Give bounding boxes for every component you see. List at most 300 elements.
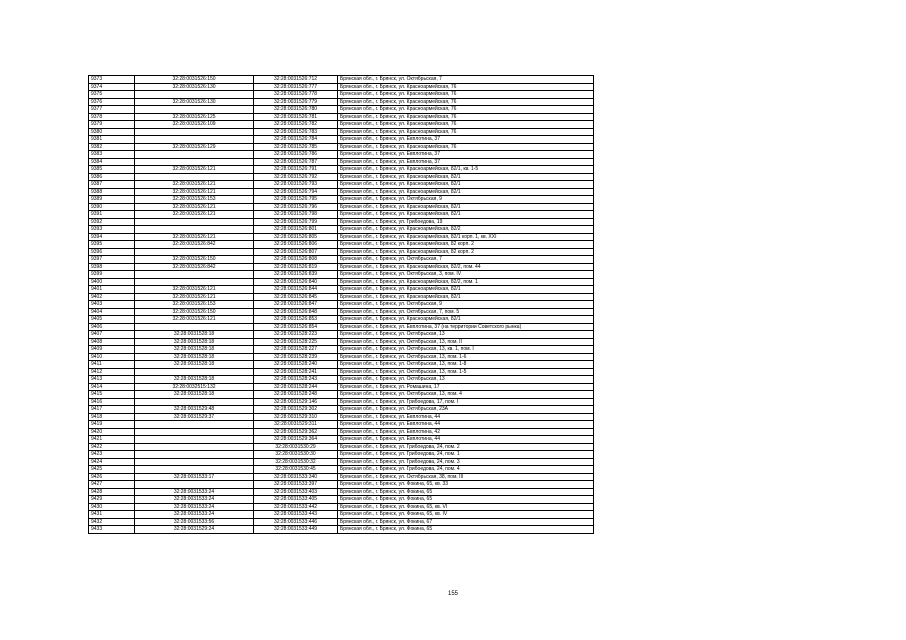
address-cell: Брянская обл., г. Брянск, ул. Евплотина, 44 xyxy=(338,421,594,429)
parcel-number-cell: 32:28:0031528:18 xyxy=(135,361,254,369)
row-number-cell: 9384 xyxy=(89,158,135,166)
address-cell: Брянская обл., г. Брянск, ул. Евплотина, 44 xyxy=(338,413,594,421)
parcel-number-cell xyxy=(135,128,254,136)
parcel-number-cell: 32:28:0031526:842 xyxy=(135,241,254,249)
object-number-cell: 32:28:0031526:853 xyxy=(254,316,338,324)
address-cell: Брянская обл., г. Брянск, ул. Октябрьская, 7 xyxy=(338,76,594,84)
table-row xyxy=(89,286,594,294)
parcel-number-cell: 32:28:0031533:24 xyxy=(135,511,254,519)
row-number-cell: 9426 xyxy=(89,473,135,481)
object-number-cell: 32:28:0031529:362 xyxy=(254,428,338,436)
table-row xyxy=(89,173,594,181)
address-cell: Брянская обл., г. Брянск, ул. Красноармейская, 76 xyxy=(338,98,594,106)
table-row xyxy=(89,503,594,511)
address-cell: Брянская обл., г. Брянск, ул. Красноармейская, 76 xyxy=(338,83,594,91)
table-row xyxy=(89,323,594,331)
parcel-number-cell xyxy=(135,466,254,474)
row-number-cell: 9377 xyxy=(89,106,135,114)
registry-table xyxy=(88,75,594,534)
row-number-cell: 9410 xyxy=(89,353,135,361)
address-cell: Брянская обл., г. Брянск, ул. Фокина, 67 xyxy=(338,518,594,526)
parcel-number-cell: 32:28:0031526:121 xyxy=(135,181,254,189)
parcel-number-cell xyxy=(135,278,254,286)
parcel-number-cell: 32:28:0031526:121 xyxy=(135,188,254,196)
parcel-number-cell: 32:28:0031533:17 xyxy=(135,473,254,481)
object-number-cell: 32:28:0031533:340 xyxy=(254,473,338,481)
address-cell: Брянская обл., г. Брянск, ул. Красноармейская, 82/1, кв. 1-5 xyxy=(338,166,594,174)
parcel-number-cell: 32:28:0031526:125 xyxy=(135,113,254,121)
address-cell: Брянская обл., г. Брянск, ул. Октябрьская, 7, пом. 5 xyxy=(338,308,594,316)
table-row xyxy=(89,256,594,264)
row-number-cell: 9423 xyxy=(89,451,135,459)
parcel-number-cell: 32:28:0031533:24 xyxy=(135,488,254,496)
parcel-number-cell xyxy=(135,173,254,181)
address-cell: Брянская обл., г. Брянск, ул. Красноармейская, 82 корп. 2 xyxy=(338,248,594,256)
table-row xyxy=(89,271,594,279)
object-number-cell: 32:28:0031526:798 xyxy=(254,211,338,219)
address-cell: Брянская обл., г. Брянск, ул. Октябрьская, 3, пом. IV xyxy=(338,271,594,279)
address-cell: Брянская обл., г. Брянск, ул. Октябрьская, 13, кв. 1, пом. I xyxy=(338,346,594,354)
row-number-cell: 9378 xyxy=(89,113,135,121)
address-cell: Брянская обл., г. Брянск, ул. Евплотина, 37 xyxy=(338,151,594,159)
address-cell: Брянская обл., г. Брянск, ул. Октябрьская, 13, пом. 1-8 xyxy=(338,361,594,369)
table-row xyxy=(89,511,594,519)
table-row xyxy=(89,248,594,256)
table-row xyxy=(89,361,594,369)
parcel-number-cell: 32:28:0032515:132 xyxy=(135,383,254,391)
row-number-cell: 9382 xyxy=(89,143,135,151)
parcel-number-cell xyxy=(135,218,254,226)
object-number-cell: 32:28:0031526:844 xyxy=(254,286,338,294)
table-row xyxy=(89,451,594,459)
parcel-number-cell: 32:28:0031526:130 xyxy=(135,83,254,91)
row-number-cell: 9427 xyxy=(89,481,135,489)
table-row xyxy=(89,151,594,159)
object-number-cell: 32:28:0031526:781 xyxy=(254,113,338,121)
parcel-number-cell xyxy=(135,151,254,159)
parcel-number-cell: 32:28:0031529:37 xyxy=(135,413,254,421)
parcel-number-cell: 32:28:0031528:18 xyxy=(135,331,254,339)
table-row xyxy=(89,331,594,339)
table-row xyxy=(89,473,594,481)
address-cell: Брянская обл., г. Брянск, ул. Евплотина, 37 xyxy=(338,158,594,166)
object-number-cell: 32:28:0031529:311 xyxy=(254,421,338,429)
parcel-number-cell: 32:28:0031526:150 xyxy=(135,308,254,316)
object-number-cell: 32:28:0031526:839 xyxy=(254,271,338,279)
parcel-number-cell: 32:28:0031529:24 xyxy=(135,526,254,534)
object-number-cell: 32:28:0031533:442 xyxy=(254,503,338,511)
address-cell: Брянская обл., г. Брянск, ул. Красноармейская, 82/1 xyxy=(338,316,594,324)
object-number-cell: 32:28:0031526:793 xyxy=(254,181,338,189)
row-number-cell: 9411 xyxy=(89,361,135,369)
parcel-number-cell: 32:28:0031533:24 xyxy=(135,496,254,504)
object-number-cell: 32:28:0031526:845 xyxy=(254,293,338,301)
address-cell: Брянская обл., г. Брянск, ул. Красноармейская, 82/1 xyxy=(338,203,594,211)
parcel-number-cell: 32:28:0031526:109 xyxy=(135,121,254,129)
address-cell: Брянская обл., г. Брянск, ул. Октябрьская, 7 xyxy=(338,256,594,264)
row-number-cell: 9391 xyxy=(89,211,135,219)
object-number-cell: 32:28:0031530:29 xyxy=(254,443,338,451)
row-number-cell: 9404 xyxy=(89,308,135,316)
table-row xyxy=(89,368,594,376)
object-number-cell: 32:28:0031526:854 xyxy=(254,323,338,331)
parcel-number-cell: 32:28:0031526:130 xyxy=(135,98,254,106)
row-number-cell: 9412 xyxy=(89,368,135,376)
parcel-number-cell: 32:28:0031526:121 xyxy=(135,203,254,211)
object-number-cell: 32:28:0031526:801 xyxy=(254,226,338,234)
object-number-cell: 32:28:0031526:847 xyxy=(254,301,338,309)
table-row xyxy=(89,203,594,211)
address-cell: Брянская обл., г. Брянск, ул. Красноармейская, 76 xyxy=(338,91,594,99)
address-cell: Брянская обл., г. Брянск, ул. Октябрьская, 13, пом. 4 xyxy=(338,391,594,399)
row-number-cell: 9387 xyxy=(89,181,135,189)
object-number-cell: 32:28:0031529:302 xyxy=(254,406,338,414)
parcel-number-cell: 32:28:0031528:18 xyxy=(135,353,254,361)
object-number-cell: 32:28:0031529:146 xyxy=(254,398,338,406)
object-number-cell: 32:28:0031526:795 xyxy=(254,196,338,204)
address-cell: Брянская обл., г. Брянск, ул. Фокина, 65, кв. 33 xyxy=(338,481,594,489)
object-number-cell: 32:28:0031533:446 xyxy=(254,518,338,526)
parcel-number-cell xyxy=(135,248,254,256)
row-number-cell: 9430 xyxy=(89,503,135,511)
row-number-cell: 9402 xyxy=(89,293,135,301)
parcel-number-cell xyxy=(135,158,254,166)
address-cell: Брянская обл., г. Брянск, ул. Евплотина, 37 (на территории Советского рынка) xyxy=(338,323,594,331)
object-number-cell: 32:28:0031526:777 xyxy=(254,83,338,91)
address-cell: Брянская обл., г. Брянск, ул. Октябрьская, 9 xyxy=(338,301,594,309)
address-cell: Брянская обл., г. Брянск, ул. Ромашина, 17 xyxy=(338,383,594,391)
row-number-cell: 9374 xyxy=(89,83,135,91)
parcel-number-cell: 32:28:0031526:121 xyxy=(135,166,254,174)
address-cell: Брянская обл., г. Брянск, ул. Красноармейская, 76 xyxy=(338,121,594,129)
object-number-cell: 32:28:0031528:239 xyxy=(254,353,338,361)
table-row xyxy=(89,481,594,489)
address-cell: Брянская обл., г. Брянск, ул. Красноармейская, 76 xyxy=(338,128,594,136)
object-number-cell: 32:28:0031526:785 xyxy=(254,143,338,151)
table-row xyxy=(89,233,594,241)
row-number-cell: 9406 xyxy=(89,323,135,331)
address-cell: Брянская обл., г. Брянск, ул. Грибоедова, 24, пом. 3 xyxy=(338,458,594,466)
object-number-cell: 32:28:0031526:807 xyxy=(254,248,338,256)
registry-table-body xyxy=(89,76,594,534)
object-number-cell: 32:28:0031533:405 xyxy=(254,496,338,504)
table-row xyxy=(89,121,594,129)
row-number-cell: 9432 xyxy=(89,518,135,526)
parcel-number-cell xyxy=(135,481,254,489)
table-row xyxy=(89,346,594,354)
parcel-number-cell: 32:28:0031526:153 xyxy=(135,196,254,204)
table-row xyxy=(89,383,594,391)
row-number-cell: 9386 xyxy=(89,173,135,181)
row-number-cell: 9373 xyxy=(89,76,135,84)
row-number-cell: 9416 xyxy=(89,398,135,406)
object-number-cell: 32:28:0031526:799 xyxy=(254,218,338,226)
table-row xyxy=(89,496,594,504)
object-number-cell: 32:28:0031529:310 xyxy=(254,413,338,421)
object-number-cell: 32:28:0031526:780 xyxy=(254,106,338,114)
parcel-number-cell xyxy=(135,436,254,444)
object-number-cell: 32:28:0031526:806 xyxy=(254,241,338,249)
row-number-cell: 9390 xyxy=(89,203,135,211)
row-number-cell: 9429 xyxy=(89,496,135,504)
object-number-cell: 32:28:0031526:787 xyxy=(254,158,338,166)
parcel-number-cell xyxy=(135,428,254,436)
address-cell: Брянская обл., г. Брянск, ул. Октябрьская, 13, пом. 1-5 xyxy=(338,368,594,376)
table-row xyxy=(89,466,594,474)
table-row xyxy=(89,398,594,406)
object-number-cell: 32:28:0031526:782 xyxy=(254,121,338,129)
parcel-number-cell: 32:28:0031526:121 xyxy=(135,286,254,294)
table-row xyxy=(89,181,594,189)
parcel-number-cell xyxy=(135,91,254,99)
address-cell: Брянская обл., г. Брянск, ул. Евплотина, 37 xyxy=(338,136,594,144)
parcel-number-cell xyxy=(135,136,254,144)
parcel-number-cell: 32:28:0031526:121 xyxy=(135,211,254,219)
parcel-number-cell xyxy=(135,368,254,376)
parcel-number-cell xyxy=(135,443,254,451)
parcel-number-cell: 32:28:0031533:56 xyxy=(135,518,254,526)
object-number-cell: 32:28:0031526:791 xyxy=(254,166,338,174)
row-number-cell: 9396 xyxy=(89,248,135,256)
row-number-cell: 9422 xyxy=(89,443,135,451)
object-number-cell: 32:28:0031526:808 xyxy=(254,256,338,264)
table-row xyxy=(89,421,594,429)
object-number-cell: 32:28:0031528:243 xyxy=(254,376,338,384)
table-row xyxy=(89,211,594,219)
address-cell: Брянская обл., г. Брянск, ул. Красноармейская, 82/1 xyxy=(338,188,594,196)
object-number-cell: 32:28:0031526:784 xyxy=(254,136,338,144)
table-row xyxy=(89,98,594,106)
object-number-cell: 32:28:0031528:225 xyxy=(254,338,338,346)
object-number-cell: 32:28:0031526:778 xyxy=(254,91,338,99)
address-cell: Брянская обл., г. Брянск, ул. Октябрьская, 13, пом. II xyxy=(338,338,594,346)
object-number-cell: 32:28:0031526:792 xyxy=(254,173,338,181)
parcel-number-cell xyxy=(135,226,254,234)
parcel-number-cell: 32:28:0031526:121 xyxy=(135,233,254,241)
row-number-cell: 9375 xyxy=(89,91,135,99)
object-number-cell: 32:28:0031526:848 xyxy=(254,308,338,316)
address-cell: Брянская обл., г. Брянск, ул. Грибоедова, 24, пом. 2 xyxy=(338,443,594,451)
table-row xyxy=(89,338,594,346)
row-number-cell: 9380 xyxy=(89,128,135,136)
parcel-number-cell xyxy=(135,458,254,466)
table-row xyxy=(89,301,594,309)
address-cell: Брянская обл., г. Брянск, ул. Грибоедова, 19 xyxy=(338,218,594,226)
address-cell: Брянская обл., г. Брянск, ул. Красноармейская, 82 корп. 2 xyxy=(338,241,594,249)
row-number-cell: 9420 xyxy=(89,428,135,436)
address-cell: Брянская обл., г. Брянск, ул. Фокина, 65 xyxy=(338,488,594,496)
row-number-cell: 9395 xyxy=(89,241,135,249)
address-cell: Брянская обл., г. Брянск, ул. Красноармейская, 82/2, пом. 44 xyxy=(338,263,594,271)
address-cell: Брянская обл., г. Брянск, ул. Красноармейская, 76 xyxy=(338,106,594,114)
row-number-cell: 9409 xyxy=(89,346,135,354)
object-number-cell: 32:28:0031528:244 xyxy=(254,383,338,391)
table-row xyxy=(89,278,594,286)
address-cell: Брянская обл., г. Брянск, ул. Фокина, 65 xyxy=(338,526,594,534)
table-row xyxy=(89,128,594,136)
object-number-cell: 32:28:0031530:32 xyxy=(254,458,338,466)
address-cell: Брянская обл., г. Брянск, ул. Красноармейская, 82/2 xyxy=(338,226,594,234)
row-number-cell: 9419 xyxy=(89,421,135,429)
row-number-cell: 9393 xyxy=(89,226,135,234)
address-cell: Брянская обл., г. Брянск, ул. Красноармейская, 76 xyxy=(338,113,594,121)
row-number-cell: 9400 xyxy=(89,278,135,286)
address-cell: Брянская обл., г. Брянск, ул. Фокина, 65, кв. IV xyxy=(338,511,594,519)
object-number-cell: 32:28:0031528:223 xyxy=(254,331,338,339)
address-cell: Брянская обл., г. Брянск, ул. Фокина, 65 xyxy=(338,496,594,504)
parcel-number-cell: 32:28:0031526:842 xyxy=(135,263,254,271)
row-number-cell: 9407 xyxy=(89,331,135,339)
row-number-cell: 9418 xyxy=(89,413,135,421)
object-number-cell: 32:28:0031526:819 xyxy=(254,263,338,271)
row-number-cell: 9379 xyxy=(89,121,135,129)
parcel-number-cell: 32:28:0031526:150 xyxy=(135,256,254,264)
parcel-number-cell: 32:28:0031526:121 xyxy=(135,316,254,324)
row-number-cell: 9394 xyxy=(89,233,135,241)
address-cell: Брянская обл., г. Брянск, ул. Октябрьская, 13 xyxy=(338,376,594,384)
table-row xyxy=(89,376,594,384)
row-number-cell: 9413 xyxy=(89,376,135,384)
object-number-cell: 32:28:0031526:783 xyxy=(254,128,338,136)
parcel-number-cell xyxy=(135,421,254,429)
row-number-cell: 9431 xyxy=(89,511,135,519)
address-cell: Брянская обл., г. Брянск, ул. Октябрьская, 9 xyxy=(338,196,594,204)
object-number-cell: 32:28:0031526:786 xyxy=(254,151,338,159)
table-row xyxy=(89,188,594,196)
row-number-cell: 9408 xyxy=(89,338,135,346)
row-number-cell: 9428 xyxy=(89,488,135,496)
row-number-cell: 9389 xyxy=(89,196,135,204)
parcel-number-cell: 32:28:0031526:129 xyxy=(135,143,254,151)
table-row xyxy=(89,263,594,271)
address-cell: Брянская обл., г. Брянск, ул. Евплотина, 42 xyxy=(338,428,594,436)
parcel-number-cell xyxy=(135,398,254,406)
object-number-cell: 32:28:0031528:248 xyxy=(254,391,338,399)
table-row xyxy=(89,458,594,466)
address-cell: Брянская обл., г. Брянск, ул. Грибоедова, 24, пом. 4 xyxy=(338,466,594,474)
row-number-cell: 9392 xyxy=(89,218,135,226)
table-row xyxy=(89,226,594,234)
object-number-cell: 32:28:0031533:449 xyxy=(254,526,338,534)
row-number-cell: 9414 xyxy=(89,383,135,391)
address-cell: Брянская обл., г. Брянск, ул. Красноармейская, 82/1 xyxy=(338,286,594,294)
address-cell: Брянская обл., г. Брянск, ул. Евплотина, 44 xyxy=(338,436,594,444)
table-row xyxy=(89,406,594,414)
parcel-number-cell xyxy=(135,271,254,279)
parcel-number-cell xyxy=(135,323,254,331)
table-row xyxy=(89,196,594,204)
object-number-cell: 32:28:0031533:397 xyxy=(254,481,338,489)
row-number-cell: 9401 xyxy=(89,286,135,294)
address-cell: Брянская обл., г. Брянск, ул. Красноармейская, 82/1 xyxy=(338,181,594,189)
address-cell: Брянская обл., г. Брянск, ул. Фокина, 65, кв. VI xyxy=(338,503,594,511)
parcel-number-cell: 32:28:0031529:48 xyxy=(135,406,254,414)
object-number-cell: 32:28:0031526:712 xyxy=(254,76,338,84)
table-row xyxy=(89,166,594,174)
page-number: 155 xyxy=(447,591,458,597)
object-number-cell: 32:28:0031526:796 xyxy=(254,203,338,211)
table-row xyxy=(89,241,594,249)
object-number-cell: 32:28:0031529:364 xyxy=(254,436,338,444)
row-number-cell: 9398 xyxy=(89,263,135,271)
object-number-cell: 32:28:0031530:30 xyxy=(254,451,338,459)
table-row xyxy=(89,526,594,534)
object-number-cell: 32:28:0031528:227 xyxy=(254,346,338,354)
row-number-cell: 9397 xyxy=(89,256,135,264)
table-row xyxy=(89,83,594,91)
address-cell: Брянская обл., г. Брянск, ул. Грибоедова, 17, пом. I xyxy=(338,398,594,406)
object-number-cell: 32:28:0031526:779 xyxy=(254,98,338,106)
address-cell: Брянская обл., г. Брянск, ул. Красноармейская, 82/1 xyxy=(338,211,594,219)
row-number-cell: 9433 xyxy=(89,526,135,534)
table-row xyxy=(89,413,594,421)
row-number-cell: 9385 xyxy=(89,166,135,174)
object-number-cell: 32:28:0031528:241 xyxy=(254,368,338,376)
table-row xyxy=(89,488,594,496)
row-number-cell: 9376 xyxy=(89,98,135,106)
address-cell: Брянская обл., г. Брянск, ул. Красноармейская, 76 xyxy=(338,143,594,151)
object-number-cell: 32:28:0031528:240 xyxy=(254,361,338,369)
row-number-cell: 9424 xyxy=(89,458,135,466)
address-cell: Брянская обл., г. Брянск, ул. Красноармейская, 82/2, пом. 1 xyxy=(338,278,594,286)
object-number-cell: 32:28:0031533:403 xyxy=(254,488,338,496)
table-row xyxy=(89,106,594,114)
address-cell: Брянская обл., г. Брянск, ул. Красноармейская, 82/1 корп. 1, кв. XXI xyxy=(338,233,594,241)
table-row xyxy=(89,293,594,301)
row-number-cell: 9405 xyxy=(89,316,135,324)
address-cell: Брянская обл., г. Брянск, ул. Красноармейская, 82/1 xyxy=(338,293,594,301)
object-number-cell: 32:28:0031533:443 xyxy=(254,511,338,519)
table-row xyxy=(89,391,594,399)
row-number-cell: 9403 xyxy=(89,301,135,309)
table-row xyxy=(89,158,594,166)
table-row xyxy=(89,353,594,361)
table-row xyxy=(89,308,594,316)
parcel-number-cell: 32:28:0031526:150 xyxy=(135,76,254,84)
address-cell: Брянская обл., г. Брянск, ул. Красноармейская, 82/1 xyxy=(338,173,594,181)
table-row xyxy=(89,113,594,121)
object-number-cell: 32:28:0031526:805 xyxy=(254,233,338,241)
row-number-cell: 9388 xyxy=(89,188,135,196)
table-row xyxy=(89,136,594,144)
table-row xyxy=(89,76,594,84)
row-number-cell: 9383 xyxy=(89,151,135,159)
parcel-number-cell: 32:28:0031528:18 xyxy=(135,376,254,384)
address-cell: Брянская обл., г. Брянск, ул. Октябрьская, 23А xyxy=(338,406,594,414)
parcel-number-cell xyxy=(135,451,254,459)
table-row xyxy=(89,443,594,451)
address-cell: Брянская обл., г. Брянск, ул. Октябрьская, 13 xyxy=(338,331,594,339)
address-cell: Брянская обл., г. Брянск, ул. Октябрьская, 13, пом. 1-6 xyxy=(338,353,594,361)
table-row xyxy=(89,316,594,324)
address-cell: Брянская обл., г. Брянск, ул. Грибоедова, 24, пом. 1 xyxy=(338,451,594,459)
parcel-number-cell: 32:28:0031526:153 xyxy=(135,301,254,309)
table-row xyxy=(89,436,594,444)
row-number-cell: 9381 xyxy=(89,136,135,144)
address-cell: Брянская обл., г. Брянск, ул. Октябрьская, 38, пом. III xyxy=(338,473,594,481)
table-row xyxy=(89,143,594,151)
parcel-number-cell: 32:28:0031528:18 xyxy=(135,346,254,354)
row-number-cell: 9417 xyxy=(89,406,135,414)
row-number-cell: 9399 xyxy=(89,271,135,279)
table-row xyxy=(89,91,594,99)
object-number-cell: 32:28:0031526:840 xyxy=(254,278,338,286)
row-number-cell: 9415 xyxy=(89,391,135,399)
table-row xyxy=(89,218,594,226)
object-number-cell: 32:28:0031526:794 xyxy=(254,188,338,196)
table-row xyxy=(89,428,594,436)
parcel-number-cell: 32:28:0031533:24 xyxy=(135,503,254,511)
